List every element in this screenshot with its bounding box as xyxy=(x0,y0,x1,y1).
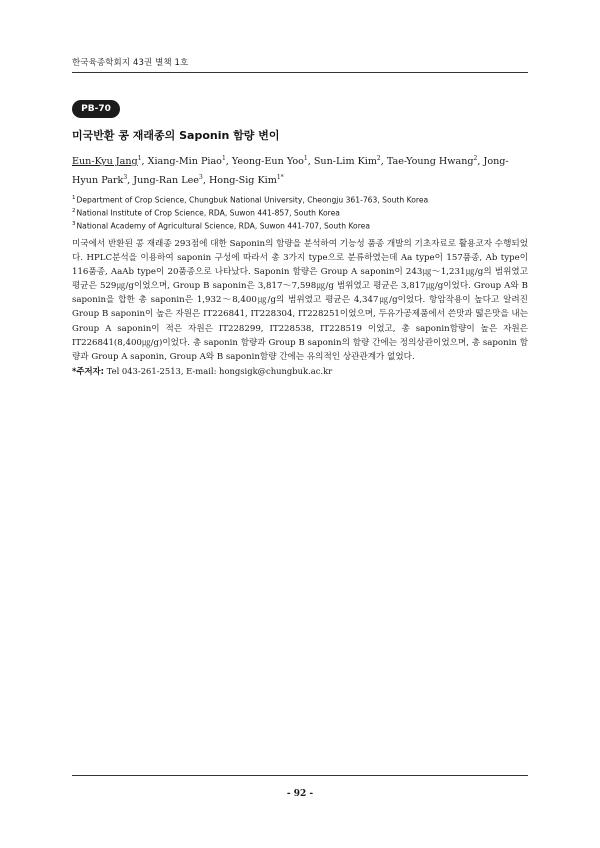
author-name: Yeong-Eun Yoo xyxy=(231,156,304,168)
author-separator: , xyxy=(477,156,484,168)
author-name: Eun-Kyu Jang xyxy=(72,156,138,168)
author-name: Jung-Ran Lee xyxy=(133,174,199,186)
correspondence-label: *주저자: xyxy=(72,366,104,376)
author-separator: , xyxy=(127,174,134,186)
author-name: Tae-Young Hwang xyxy=(386,156,474,168)
author-affiliation-mark: 1 xyxy=(221,155,226,162)
author-affiliation-mark: 2 xyxy=(376,155,381,162)
footer-rule xyxy=(72,775,528,776)
abstract-body: 미국에서 반환된 콩 재래종 293점에 대한 Saponin의 함량을 분석하여 기능성 품종 개발의 기초자료로 활용코자 수행되었다. HPLC분석을 이용하여 saponin 구성에 따라서 총 3가지 type으로 분류하였는데 Aa type이 157품종, Ab type이 116품종, AaAb type이 20품종으로 나타났다. Saponin 함량은 Group A saponin이 243㎍～1,231㎍/g의 범위였고 평균은 529㎍/g이었으며, Group B saponin은 3,817～7,598㎍/g 범위였고 평균은 3,817㎍/g이었다. Group A와 B saponin을 합한 총 saponin은 1,932～8,400㎍/g의 범위였고 평균은 4,347㎍/g이었다. 항암작용이 높다고 알려진 Group B saponin이 높은 자원은 IT226841, IT228304, IT228251이었으며, 두유가공제품에서 쓴맛과 떫은맛을 내는 Group A saponin이 적은 자원은 IT228299, IT228538, IT228519 이었고, 총 saponin함량이 높은 자원은 IT226841(8,400㎍/g)이었다. 총 saponin 함량과 Group B saponin의 함량 간에는 정의상관이었으며, 총 saponin 함량과 Group A saponin, Group A와 B saponin함량 간에는 유의적인 상관관계가 없었다. xyxy=(72,239,528,362)
affiliation-text: National Academy of Agricultural Science, RDA, Suwon 441-707, South Korea xyxy=(76,221,370,231)
author-affiliation-mark: 1 xyxy=(303,155,308,162)
affiliation-item xyxy=(72,193,532,206)
author-name: Sun-Lim Kim xyxy=(313,156,377,168)
author-affiliation-mark: 2 xyxy=(473,155,478,162)
author-item xyxy=(148,156,232,167)
author-separator: , xyxy=(141,156,148,168)
correspondence-line xyxy=(72,365,332,377)
author-item xyxy=(133,175,209,186)
author-separator: , xyxy=(225,156,232,168)
author-affiliation-mark: 1 xyxy=(137,155,142,162)
author-separator: , xyxy=(380,156,387,168)
author-separator: , xyxy=(202,174,209,186)
journal-header: 한국육종학회지 43권 별책 1호 xyxy=(72,58,189,68)
abstract-id-badge: PB-70 xyxy=(72,100,120,118)
affiliation-mark: 2 xyxy=(72,207,76,214)
author-item xyxy=(232,156,314,167)
page-number: - 92 - xyxy=(286,789,314,799)
author-item xyxy=(209,175,284,186)
affiliation-item xyxy=(72,206,532,219)
author-list xyxy=(72,151,532,188)
author-name: Xiang-Min Piao xyxy=(147,156,222,168)
affiliation-mark: 1 xyxy=(72,195,76,201)
author-separator: , xyxy=(307,156,314,168)
author-item xyxy=(387,156,484,167)
author-affiliation-mark: 3 xyxy=(199,173,203,181)
author-item xyxy=(72,156,148,167)
affiliation-mark: 3 xyxy=(72,220,76,227)
author-name: Jong-Hyun Park xyxy=(72,156,509,186)
author-item xyxy=(314,156,387,167)
header-rule xyxy=(72,72,528,73)
author-name: Hong-Sig Kim xyxy=(208,174,277,186)
affiliation-text: National Institute of Crop Science, RDA, Suwon 441-857, South Korea xyxy=(76,208,340,218)
paper-title: 미국반환 콩 재래종의 Saponin 함량 변이 xyxy=(72,129,280,142)
affiliation-item xyxy=(72,219,532,232)
correspondence-contact: Tel 043-261-2513, E-mail: hongsigk@chungbuk.ac.kr xyxy=(106,366,333,376)
author-affiliation-mark: 1* xyxy=(276,173,284,181)
affiliation-list xyxy=(72,193,532,231)
affiliation-text: Department of Crop Science, Chungbuk National University, Cheongju 361-763, South Korea xyxy=(76,195,429,205)
author-affiliation-mark: 3 xyxy=(123,173,128,181)
